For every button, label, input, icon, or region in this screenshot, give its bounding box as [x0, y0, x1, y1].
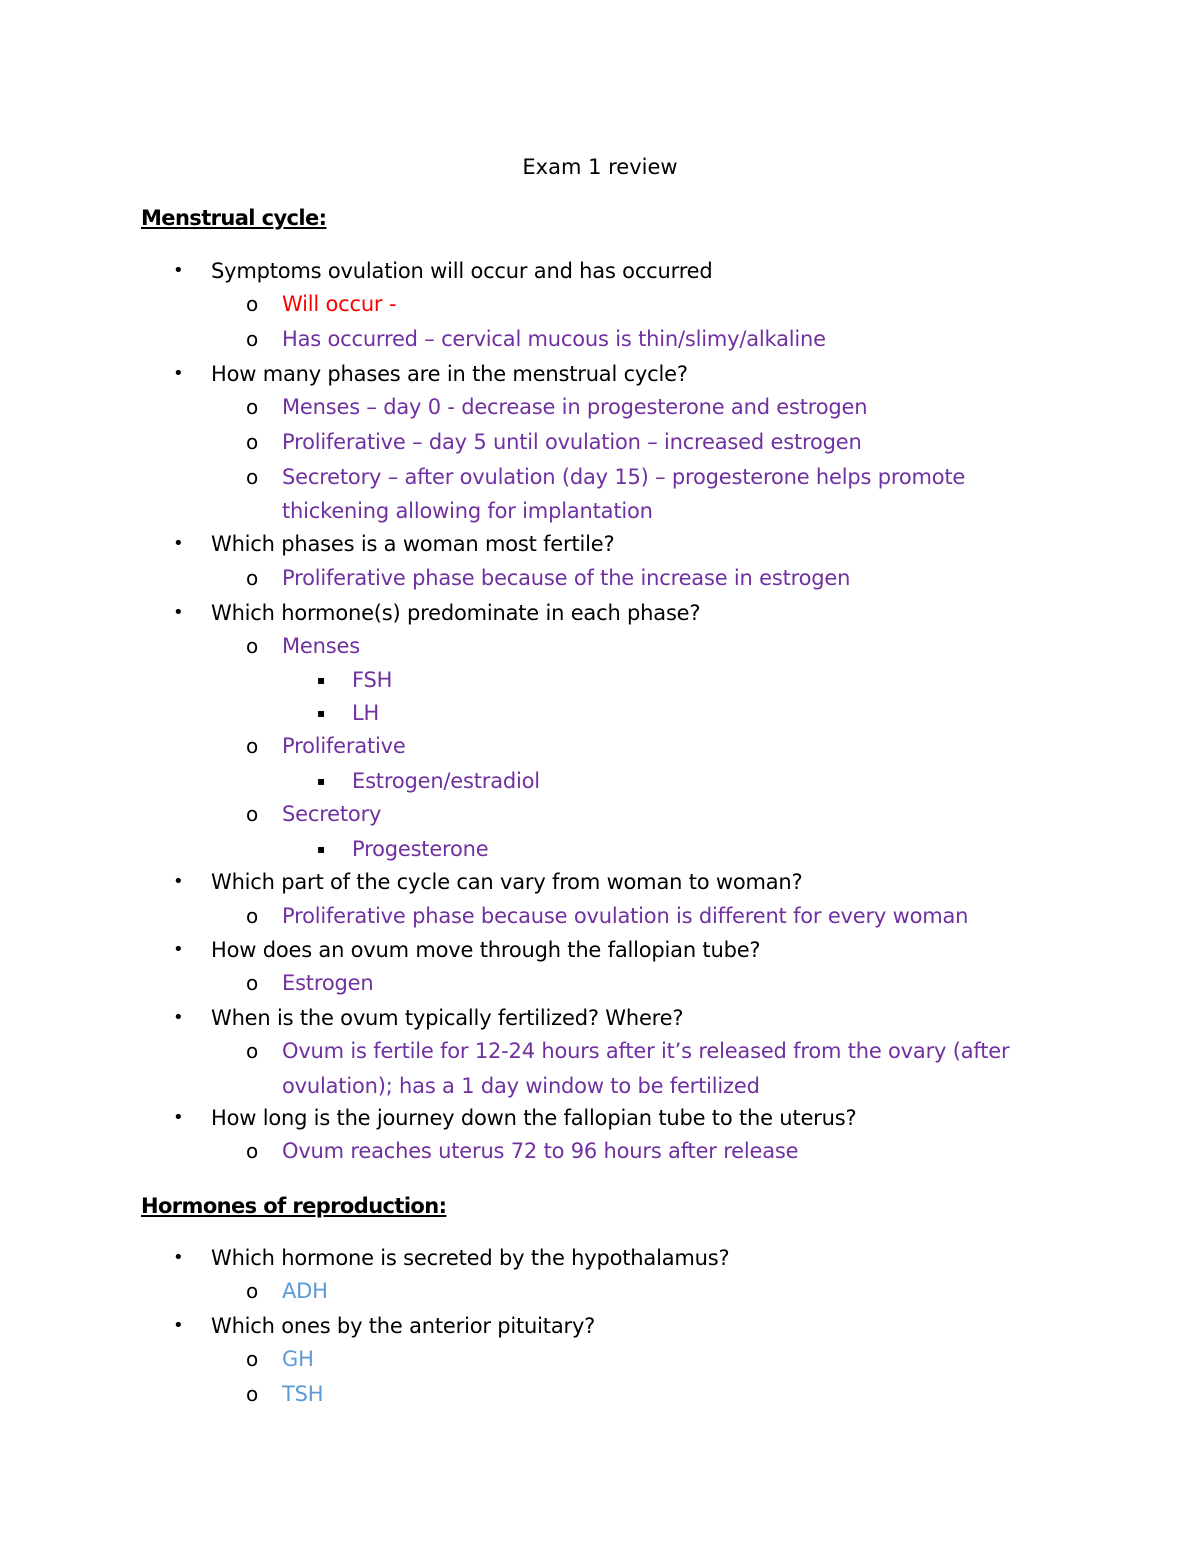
section-heading-menstrual-cycle: Menstrual cycle:	[141, 206, 327, 230]
question-hypothalamus: Which hormone is secreted by the hypothalamus?	[211, 1246, 730, 1270]
section-heading-hormones: Hormones of reproduction:	[141, 1194, 447, 1218]
sub-bullet: o	[246, 802, 259, 826]
sub-bullet: o	[246, 904, 259, 928]
sub-sub-bullet: ▪	[317, 706, 326, 720]
answer-ovum-movement: Estrogen	[282, 971, 374, 995]
sub-bullet: o	[246, 1039, 259, 1063]
hormone-progesterone: Progesterone	[352, 837, 489, 861]
sub-bullet: o	[246, 971, 259, 995]
sub-bullet: o	[246, 395, 259, 419]
sub-bullet: o	[246, 566, 259, 590]
hormone-estrogen: Estrogen/estradiol	[352, 769, 540, 793]
question-journey-length: How long is the journey down the fallopian tube to the uterus?	[211, 1106, 857, 1130]
bullet: •	[173, 1007, 184, 1028]
bullet: •	[173, 871, 184, 892]
bullet: •	[173, 533, 184, 554]
answer-tsh: TSH	[282, 1382, 324, 1406]
sub-bullet: o	[246, 1382, 259, 1406]
bullet: •	[173, 1315, 184, 1336]
question-anterior-pituitary: Which ones by the anterior pituitary?	[211, 1314, 596, 1338]
document-title: Exam 1 review	[522, 155, 678, 179]
answer-fertilization-line1: Ovum is fertile for 12-24 hours after it’s released from the ovary (after	[282, 1039, 1010, 1063]
sub-bullet: o	[246, 1279, 259, 1303]
hormone-fsh: FSH	[352, 668, 393, 692]
question-most-fertile: Which phases is a woman most fertile?	[211, 532, 615, 556]
answer-has-occurred: Has occurred – cervical mucous is thin/slimy/alkaline	[282, 327, 826, 351]
sub-bullet: o	[246, 327, 259, 351]
sub-bullet: o	[246, 465, 259, 489]
bullet: •	[173, 1107, 184, 1128]
question-fertilization-timing: When is the ovum typically fertilized? Where?	[211, 1006, 684, 1030]
phase-menses: Menses	[282, 634, 360, 658]
question-ovulation-symptoms: Symptoms ovulation will occur and has occurred	[211, 259, 713, 283]
sub-bullet: o	[246, 734, 259, 758]
answer-secretory-line1: Secretory – after ovulation (day 15) – progesterone helps promote	[282, 465, 966, 489]
bullet: •	[173, 602, 184, 623]
sub-bullet: o	[246, 1139, 259, 1163]
bullet: •	[173, 363, 184, 384]
question-hormones-per-phase: Which hormone(s) predominate in each phase?	[211, 601, 701, 625]
hormone-lh: LH	[352, 701, 380, 725]
sub-bullet: o	[246, 634, 259, 658]
question-ovum-movement: How does an ovum move through the fallopian tube?	[211, 938, 761, 962]
answer-gh: GH	[282, 1347, 314, 1371]
sub-bullet: o	[246, 430, 259, 454]
answer-menses: Menses – day 0 - decrease in progesterone and estrogen	[282, 395, 868, 419]
answer-fertilization-line2: ovulation); has a 1 day window to be fertilized	[282, 1074, 760, 1098]
phase-proliferative: Proliferative	[282, 734, 406, 758]
question-cycle-variation: Which part of the cycle can vary from woman to woman?	[211, 870, 803, 894]
answer-most-fertile: Proliferative phase because of the increase in estrogen	[282, 566, 851, 590]
question-phase-count: How many phases are in the menstrual cycle?	[211, 362, 688, 386]
sub-bullet: o	[246, 292, 259, 316]
bullet: •	[173, 1247, 184, 1268]
answer-secretory-line2: thickening allowing for implantation	[282, 499, 653, 523]
answer-will-occur: Will occur -	[282, 292, 397, 316]
answer-journey-length: Ovum reaches uterus 72 to 96 hours after release	[282, 1139, 799, 1163]
bullet: •	[173, 260, 184, 281]
answer-adh: ADH	[282, 1279, 328, 1303]
sub-sub-bullet: ▪	[317, 774, 326, 788]
answer-proliferative: Proliferative – day 5 until ovulation – increased estrogen	[282, 430, 862, 454]
sub-sub-bullet: ▪	[317, 842, 326, 856]
sub-bullet: o	[246, 1347, 259, 1371]
answer-cycle-variation: Proliferative phase because ovulation is different for every woman	[282, 904, 969, 928]
phase-secretory: Secretory	[282, 802, 382, 826]
sub-sub-bullet: ▪	[317, 673, 326, 687]
bullet: •	[173, 939, 184, 960]
